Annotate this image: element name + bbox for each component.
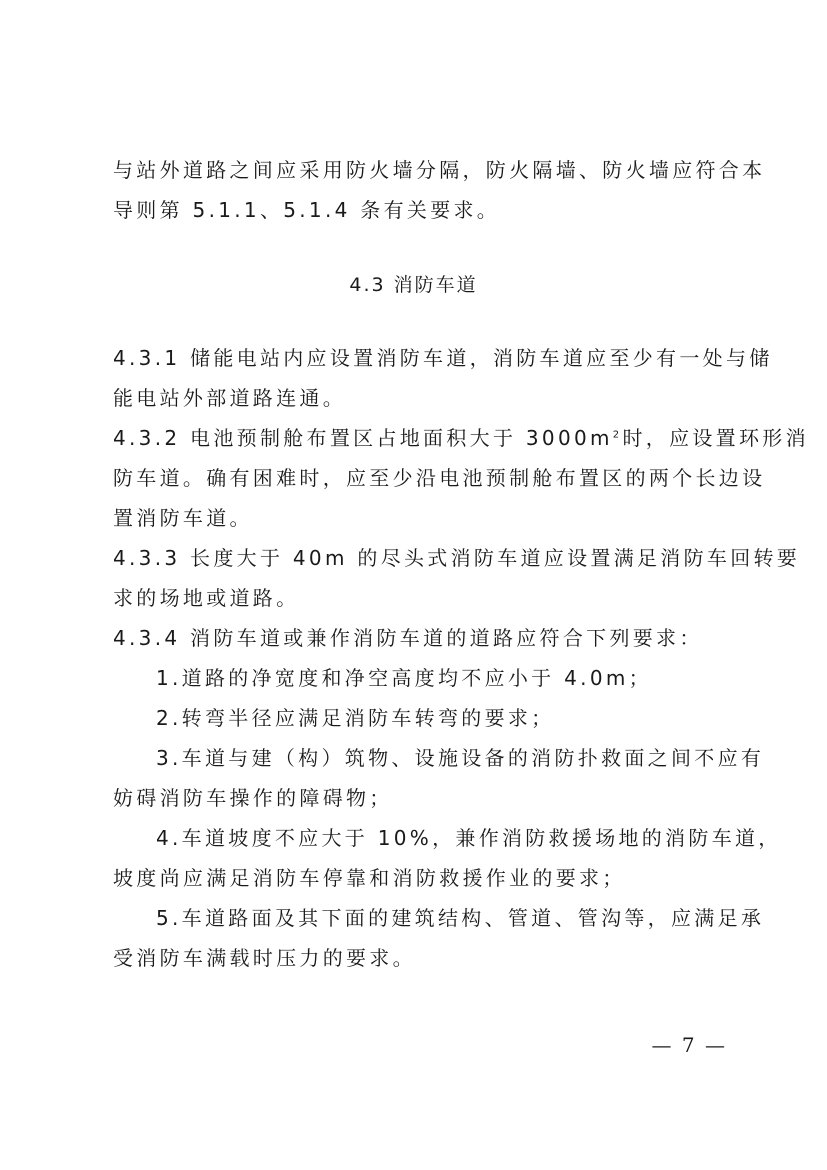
list-item-1: 1.道路的净宽度和净空高度均不应小于 4.0m； <box>156 666 652 690</box>
clause-4-3-4-line-1: 4.3.4 消防车道或兼作消防车道的道路应符合下列要求： <box>113 626 703 650</box>
list-item-3-line-1: 3.车道与建（构）筑物、设施设备的消防扑救面之间不应有 <box>156 746 765 770</box>
clause-4-3-1-line-1: 4.3.1 储能电站内应设置消防车道，消防车道应至少有一处与储 <box>113 346 773 370</box>
clause-4-3-3-line-2: 求的场地或道路。 <box>113 586 300 610</box>
intro-text-line-1: 与站外道路之间应采用防火墙分隔，防火隔墙、防火墙应符合本 <box>113 158 766 182</box>
list-item-5-line-2: 受消防车满载时压力的要求。 <box>113 946 416 970</box>
list-item-5-line-1: 5.车道路面及其下面的建筑结构、管道、管沟等，应满足承 <box>156 906 765 930</box>
list-item-4-line-1: 4.车道坡度不应大于 10%，兼作消防救援场地的消防车道， <box>156 826 782 850</box>
superscript-2: 2 <box>612 429 623 441</box>
page-number: — 7 — <box>651 1033 727 1057</box>
clause-4-3-1-line-2: 能电站外部道路连通。 <box>113 386 346 410</box>
list-item-3-line-2: 妨碍消防车操作的障碍物； <box>113 786 393 810</box>
section-heading: 4.3 消防车道 <box>349 274 478 296</box>
list-item-2: 2.转弯半径应满足消防车转弯的要求； <box>156 706 555 730</box>
clause-4-3-2-line-2: 防车道。确有困难时，应至少沿电池预制舱布置区的两个长边设 <box>113 466 766 490</box>
clause-4-3-2-line-1 <box>113 418 809 458</box>
clause-4-3-2-text-pre: 4.3.2 电池预制舱布置区占地面积大于 3000m <box>113 426 613 450</box>
intro-text-line-2: 导则第 5.1.1、5.1.4 条有关要求。 <box>113 198 501 222</box>
clause-4-3-2-text-post: 时，应设置环形消 <box>622 426 809 450</box>
list-item-4-line-2: 坡度尚应满足消防车停靠和消防救援作业的要求； <box>113 866 626 890</box>
clause-4-3-2-line-3: 置消防车道。 <box>113 506 253 530</box>
clause-4-3-3-line-1: 4.3.3 长度大于 40m 的尽头式消防车道应设置满足消防车回转要 <box>113 546 801 570</box>
